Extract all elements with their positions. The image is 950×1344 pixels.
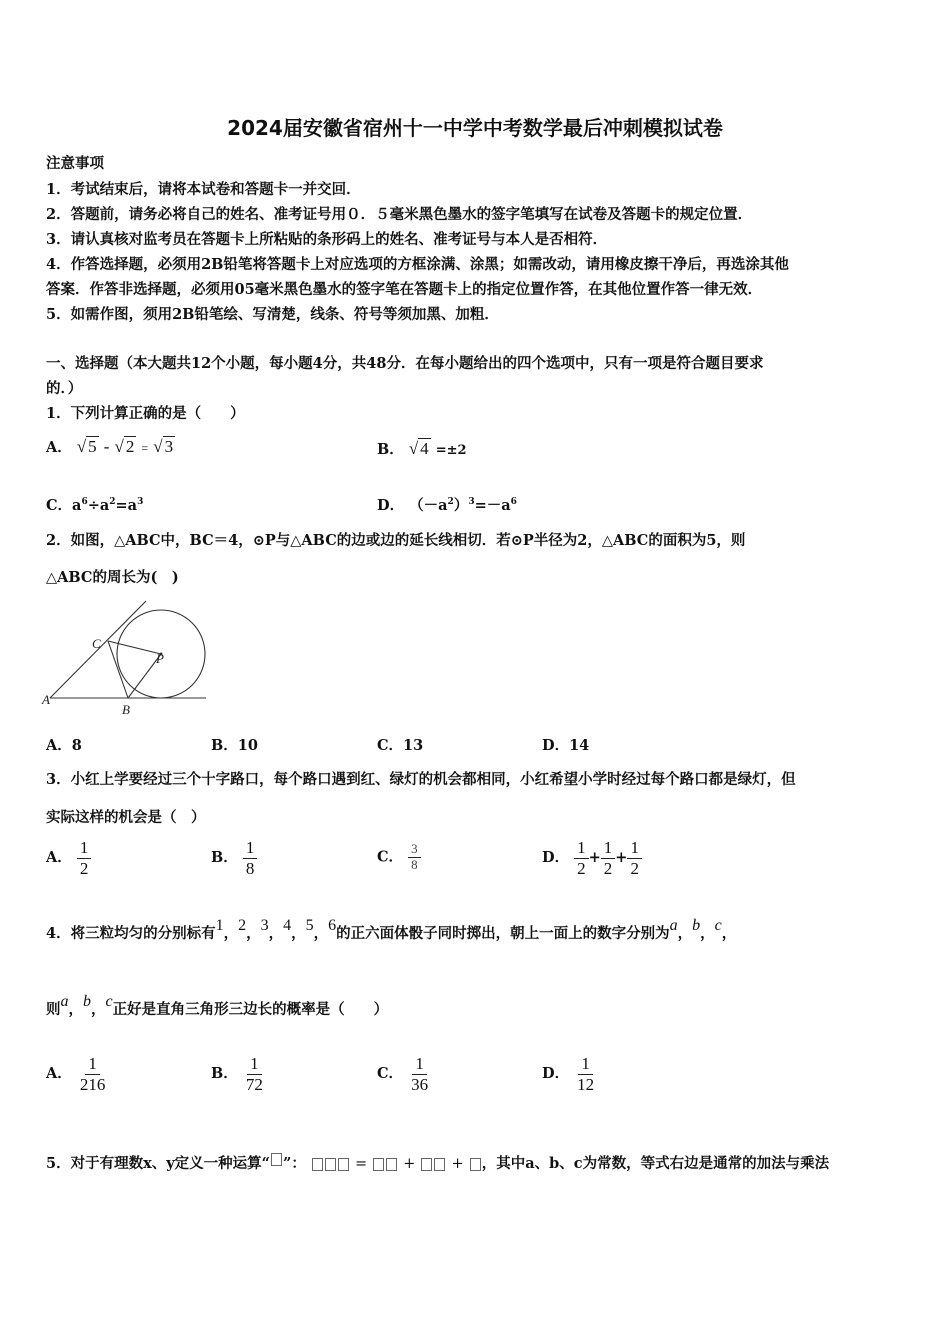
q3-option-d: D． $\frac{1}{2}$ + $\frac{1}{2}$ + $\frac{1}{2}$	[542, 838, 642, 878]
notice-item: 2．答题前，请务必将自己的姓名、准考证号用０．５毫米黑色墨水的签字笔填写在试卷及答题卡的规定位置．	[46, 206, 753, 223]
notice-item: 3．请认真核对监考员在答题卡上所粘贴的条形码上的姓名、准考证号与本人是否相符．	[46, 231, 608, 248]
coefficient-glyph	[421, 1158, 432, 1171]
q1-option-b	[377, 438, 467, 459]
sqrt-3: √ 3	[153, 437, 174, 456]
sqrt-5: √ 5	[76, 437, 97, 456]
q2-geometry-figure	[40, 595, 215, 720]
notice-item: 5．如需作图，须用2B铅笔绘、写清楚，线条、符号等须加黑、加粗．	[46, 306, 499, 323]
notice-item: 4．作答选择题，必须用2B铅笔将答题卡上对应选项的方框涂满、涂黑；如需改动，请用橡皮擦干净后，再选涂其他	[46, 256, 789, 273]
notice-item: 1．考试结束后，请将本试卷和答题卡一并交回．	[46, 181, 361, 198]
operand-glyph	[338, 1158, 349, 1171]
q2-stem-cont: △ABC的周长为( )	[46, 569, 179, 586]
q2-option-c: C．13	[377, 737, 424, 754]
notice-item: 答案．作答非选择题，必须用05毫米黑色墨水的签字笔在答题卡上的指定位置作答，在其他位置作答一律无效．	[46, 281, 763, 298]
equals-sign: =	[141, 441, 149, 455]
label-p: P	[156, 651, 164, 666]
q4-stem-cont: 则a，b，c正好是直角三角形三边长的概率是（ ）	[46, 993, 389, 1018]
sqrt-2: √ 2	[114, 437, 135, 456]
q4-option-d: D． $\frac{1}{12}$	[542, 1054, 595, 1094]
q4-option-a: A． $\frac{1}{216}$	[46, 1054, 106, 1094]
q3-option-a: A． $\frac{1}{2}$	[46, 838, 91, 878]
segment-cp	[108, 641, 161, 654]
operator-glyph	[325, 1158, 336, 1171]
section-heading-cont: 的．）	[46, 380, 83, 397]
operator-glyph	[271, 1153, 282, 1166]
q3-stem: 3．小红上学要经过三个十字路口，每个路口遇到红、绿灯的机会都相同，小红希望小学时经过每个路口都是绿灯，但	[46, 771, 796, 788]
q1-stem: 1．下列计算正确的是（ ）	[46, 405, 245, 422]
q4-option-c: C． $\frac{1}{36}$	[377, 1054, 429, 1094]
q5-stem: 5．对于有理数x、y定义一种运算“ ”： = + + ，其中a、b、c为常数，等式右边是通常的加法与乘法	[46, 1152, 829, 1173]
q2-stem: 2．如图，△ABC中，BC＝4，⊙P与△ABC的边或边的延长线相切．若⊙P半径为2，△ABC的面积为5，则	[46, 532, 746, 549]
coefficient-glyph	[373, 1158, 384, 1171]
q2-option-b: B．10	[211, 737, 258, 754]
q3-option-c: C． $\frac{3}{8}$	[377, 842, 421, 873]
operand-glyph	[312, 1158, 323, 1171]
option-label: A．	[46, 439, 72, 456]
q1-option-a	[46, 436, 175, 457]
option-value: =±2	[435, 443, 467, 458]
operand-glyph	[434, 1158, 445, 1171]
q4-stem: 4．将三粒均匀的分别标有1，2，3，4，5，6的正六面体骰子同时掷出，朝上一面上的数字分别为a，b，c，	[46, 917, 737, 942]
segment-cb	[108, 641, 128, 698]
section-heading: 一、选择题（本大题共12个小题，每小题4分，共48分．在每小题给出的四个选项中，只有一项是符合题目要求	[46, 355, 764, 372]
q2-option-d: D．14	[542, 737, 590, 754]
q2-option-a: A．8	[46, 737, 82, 754]
constant-glyph	[470, 1158, 481, 1171]
label-a: A	[42, 692, 50, 707]
q1-option-c: C．$a^6\div a^2=a^3$	[46, 497, 144, 514]
page-title: 2024届安徽省宿州十一中学中考数学最后冲刺模拟试卷	[227, 116, 723, 140]
option-label: B．	[377, 441, 404, 458]
label-c: C	[92, 636, 101, 651]
label-b: B	[122, 702, 130, 717]
q1-option-d: D． $(-a^2)^3=-a^6$	[377, 497, 517, 514]
q3-option-b: B． $\frac{1}{8}$	[211, 838, 257, 878]
q3-stem-cont: 实际这样的机会是（ ）	[46, 809, 206, 826]
operand-glyph	[386, 1158, 397, 1171]
notice-heading: 注意事项	[46, 155, 104, 172]
minus-sign: -	[103, 437, 110, 456]
q4-option-b: B． $\frac{1}{72}$	[211, 1054, 263, 1094]
sqrt-4: √ 4	[408, 439, 429, 458]
